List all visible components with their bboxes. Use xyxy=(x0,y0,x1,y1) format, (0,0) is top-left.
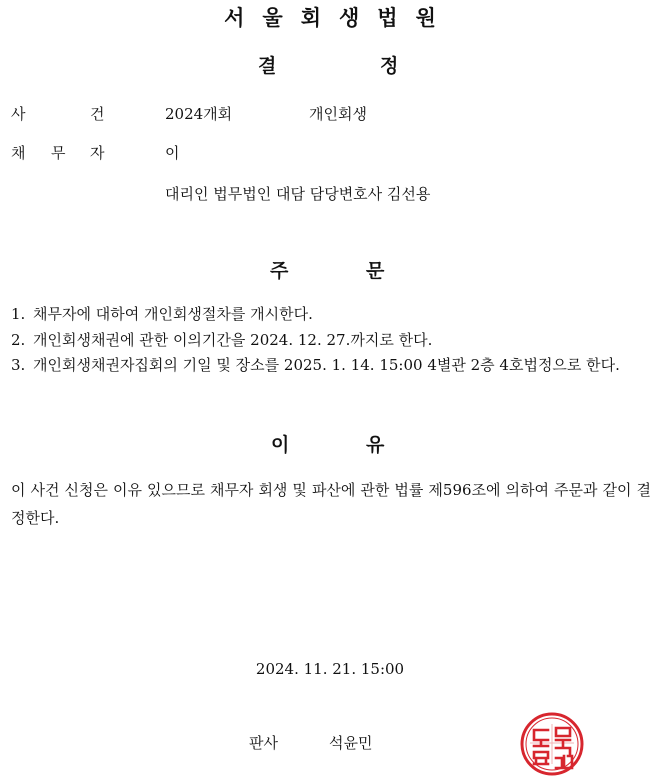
judge-name: 석윤민 xyxy=(329,734,373,752)
case-name: 개인회생 xyxy=(309,105,367,123)
doc-type-part2: 정 xyxy=(380,55,399,77)
order-number: 3. xyxy=(11,356,26,374)
order-heading-part2: 문 xyxy=(366,260,385,282)
order-heading-part1: 주 xyxy=(270,260,289,282)
reason-heading-part1: 이 xyxy=(271,434,290,456)
order-text: 개인회생채권자집회의 기일 및 장소를 2025. 1. 14. 15:00 4별관 2층 4호법정으로 한다. xyxy=(33,356,620,374)
case-number: 2024개회 xyxy=(165,105,233,123)
debtor-label-char-2: 무 xyxy=(51,144,66,162)
court-name: 서울회생법원 xyxy=(224,6,454,30)
order-number: 1. xyxy=(11,305,26,323)
order-text: 개인회생채권에 관한 이의기간을 2024. 12. 27.까지로 한다. xyxy=(33,330,433,349)
order-number: 2. xyxy=(11,330,26,349)
case-label-char-2: 건 xyxy=(90,105,105,123)
court-seal-icon xyxy=(520,712,584,776)
debtor-label-char-3: 자 xyxy=(90,144,105,162)
orders-list xyxy=(11,302,651,379)
decision-datetime: 2024. 11. 21. 15:00 xyxy=(255,660,405,678)
debtor-representative: 대리인 법무법인 대담 담당변호사 김선용 xyxy=(165,185,431,203)
doc-type-part1: 결 xyxy=(258,55,277,77)
debtor-name: 이 xyxy=(165,144,180,162)
order-item xyxy=(11,328,651,354)
order-item xyxy=(11,353,651,379)
order-item xyxy=(11,302,651,328)
reason-heading-part2: 유 xyxy=(366,434,385,456)
debtor-label-char-1: 채 xyxy=(11,144,26,162)
reason-text: 이 사건 신청은 이유 있으므로 채무자 회생 및 파산에 관한 법률 제596조에 의하여 주문과 같이 결정한다. xyxy=(11,481,651,527)
order-text: 채무자에 대하여 개인회생절차를 개시한다. xyxy=(33,305,313,323)
judge-title: 판사 xyxy=(249,734,278,752)
case-label-char-1: 사 xyxy=(11,105,26,123)
